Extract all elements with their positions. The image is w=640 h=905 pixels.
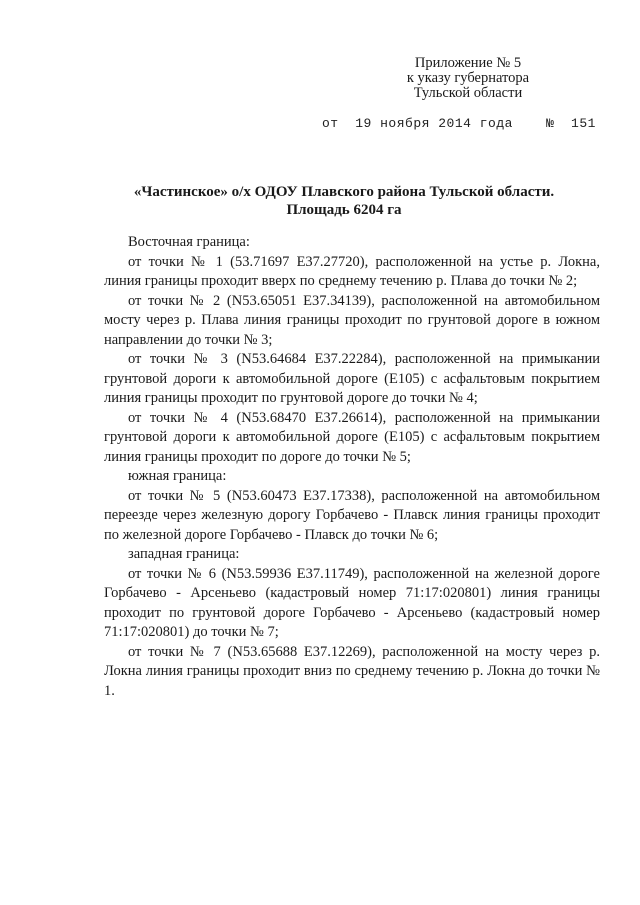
decree-date-stamp: от 19 ноября 2014 года № 151 bbox=[322, 116, 596, 131]
annex-region: Тульской области bbox=[413, 85, 523, 101]
boundary-paragraph-1: от точки № 1 (53.71697 E37.27720), расположенной на устье р. Локна, линия границы проходит вверх по среднему течению р. Плава до точки № 2; bbox=[104, 253, 600, 289]
annex-decree: к указу губернатора bbox=[406, 70, 530, 86]
boundary-paragraph-5: от точки № 5 (N53.60473 E37.17338), расположенной на автомобильном переезде через железную дорогу Горбачево - Плавск линия границы проходит по железной дороге Горбачево - Плавск до точки № 6; bbox=[104, 487, 600, 543]
annex-number: Приложение № 5 bbox=[414, 55, 522, 71]
boundary-paragraph-7: от точки № 7 (N53.65688 E37.12269), расположенной на мосту через р. Локна линия границы проходит вниз по среднему течению р. Локна до точки № 1. bbox=[104, 643, 600, 699]
document-body bbox=[104, 233, 600, 701]
section-heading-east: Восточная граница: bbox=[128, 234, 250, 250]
section-heading-south: южная граница: bbox=[128, 468, 227, 484]
title-line-1: «Частинское» о/х ОДОУ Плавского района Тульской области. bbox=[133, 184, 555, 200]
document-title bbox=[112, 183, 576, 219]
boundary-paragraph-4: от точки № 4 (N53.68470 E37.26614), расположенной на примыкании грунтовой дороги к автомобильной дороге (E105) с асфальтовым покрытием линия границы проходит по дороге до точки № 5; bbox=[104, 409, 600, 465]
boundary-paragraph-2: от точки № 2 (N53.65051 E37.34139), расположенной на автомобильном мосту через р. Плава линия границы проходит по грунтовой дороге в южном направлении до точки № 3; bbox=[104, 292, 600, 348]
title-line-2: Площадь 6204 га bbox=[286, 202, 402, 218]
boundary-paragraph-3: от точки № 3 (N53.64684 E37.22284), расположенной на примыкании грунтовой дороги к автомобильной дороге (E105) с асфальтовым покрытием линия границы проходит по грунтовой дороге до точки № 4; bbox=[104, 351, 600, 406]
boundary-paragraph-6: от точки № 6 (N53.59936 E37.11749), расположенной на железной дороге Горбачево - Арсеньево (кадастровый номер 71:17:020801) линия границы проходит по грунтовой дороге Горбачево - Арсеньево (кадастровый номер 71:17:020801) до точки № 7; bbox=[104, 565, 600, 640]
annex-block bbox=[388, 56, 548, 101]
section-heading-west: западная граница: bbox=[128, 546, 240, 562]
